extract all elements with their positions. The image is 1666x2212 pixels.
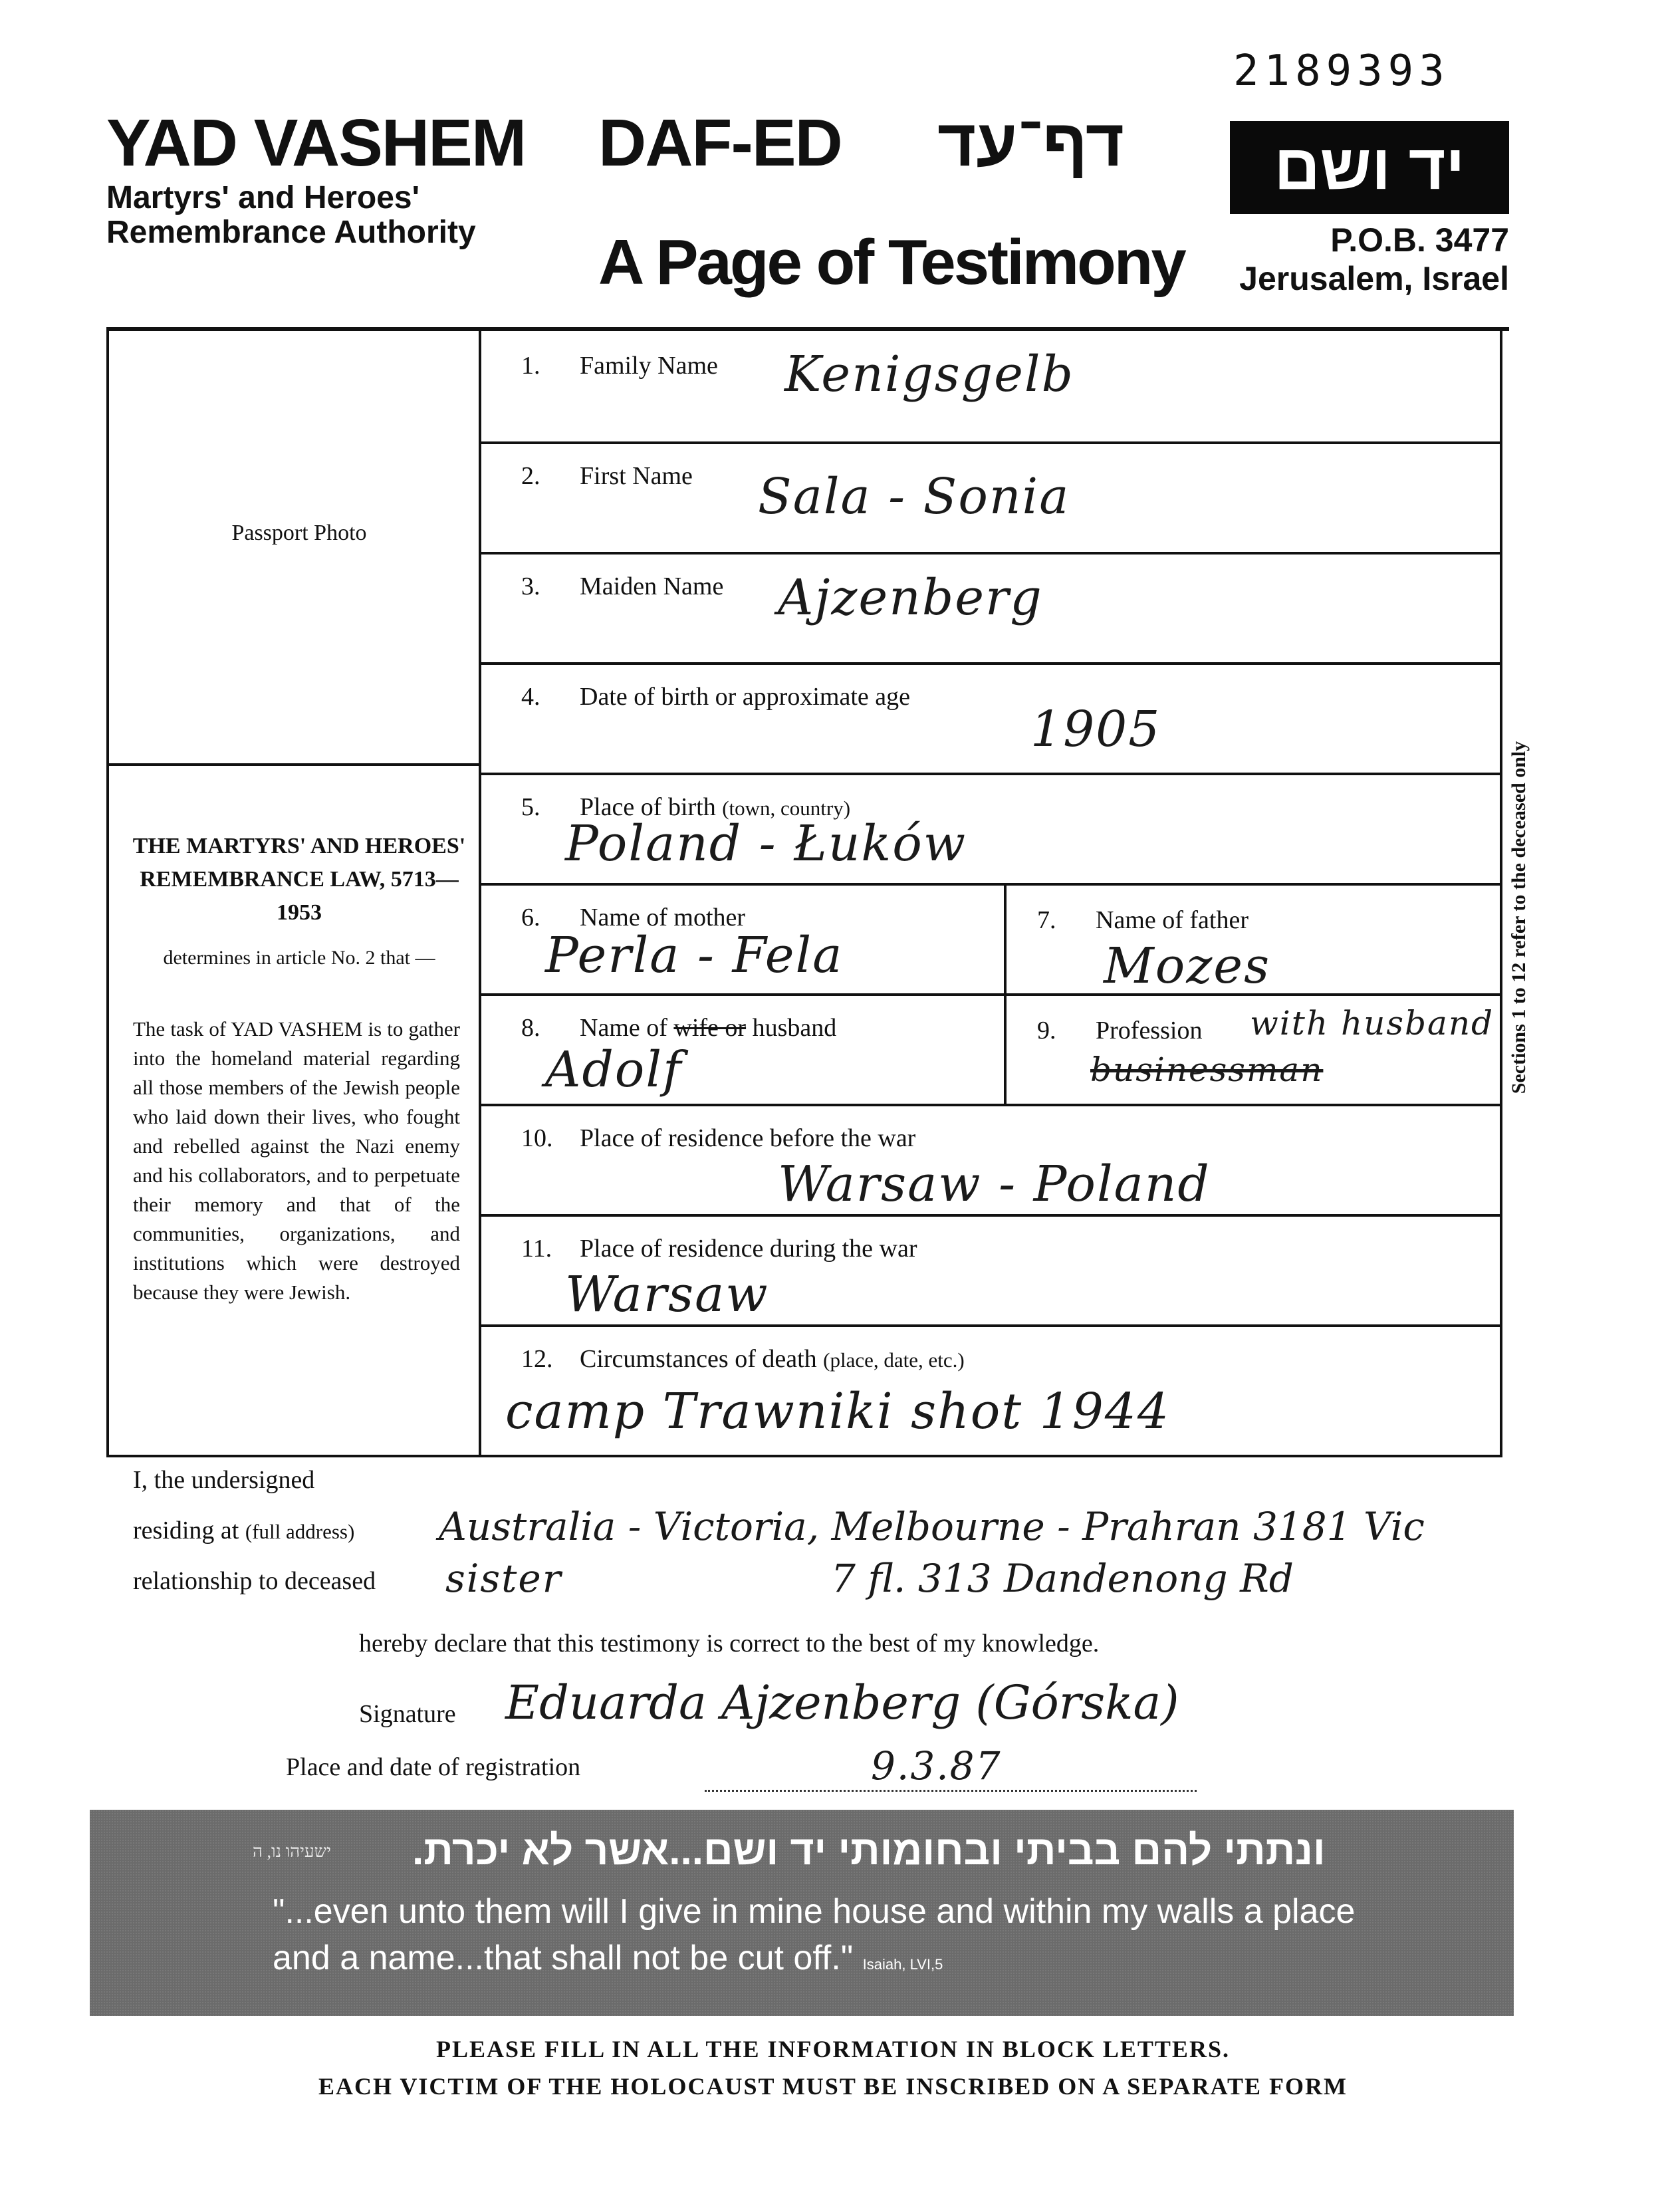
residence-during-label: 11. Place of residence during the war	[521, 1235, 917, 1263]
signature-label: Signature	[359, 1700, 456, 1728]
residing-value[interactable]: Australia - Victoria, Melbourne - Prahran 3181 Vic	[439, 1504, 1425, 1549]
spouse-name-label: 8. Name of wife or husband	[521, 1014, 837, 1042]
po-box: P.O.B. 3477	[1330, 221, 1509, 259]
footer-instructions	[0, 2030, 1666, 2105]
panel-divider	[479, 327, 481, 1457]
mother-name-value[interactable]: Perla - Fela	[545, 927, 844, 984]
profession-value[interactable]: with husband	[1250, 1004, 1494, 1043]
row-divider	[479, 773, 1502, 775]
residence-before-label: 10. Place of residence before the war	[521, 1124, 916, 1152]
row-divider	[479, 1324, 1502, 1327]
document-number: 2189393	[1233, 47, 1450, 96]
father-name-value[interactable]: Mozes	[1104, 937, 1271, 995]
birth-place-value[interactable]: Poland - Łuków	[565, 815, 967, 872]
row-divider	[479, 1214, 1502, 1217]
organization-subtitle: Martyrs' and Heroes' Remembrance Authority	[106, 180, 476, 250]
spouse-name-value[interactable]: Adolf	[545, 1041, 683, 1098]
undersigned-label: I, the undersigned	[133, 1466, 315, 1494]
yad-vashem-logo: יד ושם	[1230, 121, 1509, 214]
family-name-label: 1. Family Name	[521, 352, 718, 380]
footer-line-1: PLEASE FILL IN ALL THE INFORMATION IN BLOCK LETTERS.	[436, 2036, 1230, 2062]
row-divider	[479, 662, 1502, 665]
law-determines: determines in article No. 2 that —	[163, 947, 435, 969]
side-note: Sections 1 to 12 refer to the deceased only	[1508, 741, 1530, 1094]
maiden-name-value[interactable]: Ajzenberg	[778, 569, 1043, 626]
address-line2[interactable]: 7 fl. 313 Dandenong Rd	[831, 1556, 1294, 1601]
registration-line	[705, 1790, 1197, 1792]
form-top-border	[106, 327, 1509, 331]
passport-divider	[106, 763, 480, 766]
relationship-label: relationship to deceased	[133, 1567, 376, 1595]
passport-photo-label: Passport Photo	[231, 521, 367, 545]
relationship-value[interactable]: sister	[445, 1556, 562, 1601]
first-name-label: 2. First Name	[521, 462, 693, 490]
form-right-border	[1500, 327, 1502, 1457]
residing-label: residing at (full address)	[133, 1517, 355, 1544]
row-divider	[479, 441, 1502, 444]
birth-date-label: 4. Date of birth or approximate age	[521, 683, 910, 711]
form-name-hebrew: דף־עד	[937, 106, 1125, 180]
quote-english: "...even unto them will I give in mine house and within my walls a place and a name...that shall not be cut off." Isaiah, LVI,5	[273, 1892, 1356, 1977]
family-name-value[interactable]: Kenigsgelb	[784, 346, 1074, 403]
residence-before-value[interactable]: Warsaw - Poland	[778, 1156, 1211, 1213]
residence-during-value[interactable]: Warsaw	[565, 1266, 769, 1323]
row-divider	[479, 883, 1502, 886]
maiden-name-label: 3. Maiden Name	[521, 572, 724, 600]
mother-name-label: 6. Name of mother	[521, 904, 746, 931]
form-left-border	[106, 327, 109, 1457]
father-name-label: 7. Name of father	[1037, 906, 1249, 934]
registration-label: Place and date of registration	[286, 1753, 581, 1781]
row-divider	[479, 1104, 1502, 1106]
form-bottom-border	[106, 1455, 1502, 1457]
law-text: The task of YAD VASHEM is to gather into the homeland material regarding all those members of the Jewish people who laid down their lives, who fought and rebelled against the Nazi enemy and his collaborators, and to perpetuate their memory and that of the communities, organizations, and institutions which were destroyed because they were Jewish.	[133, 1017, 460, 1304]
quote-source: Isaiah, LVI,5	[862, 1956, 943, 1973]
row-divider	[479, 552, 1502, 554]
registration-value[interactable]: 9.3.87	[871, 1743, 1002, 1788]
city: Jerusalem, Israel	[1239, 260, 1509, 297]
form-name: DAF-ED	[598, 106, 842, 180]
quote-hebrew: ונתתי להם בביתי ובחומותי יד ושם...אשר לא יכרת.	[412, 1828, 1326, 1874]
page-title: A Page of Testimony	[598, 227, 1185, 298]
birth-date-value[interactable]: 1905	[1030, 701, 1161, 758]
declaration-text: hereby declare that this testimony is correct to the best of my knowledge.	[359, 1630, 1100, 1658]
death-circumstances-label: 12. Circumstances of death (place, date, etc.)	[521, 1345, 965, 1373]
row-divider	[479, 993, 1502, 996]
profession-label: 9. Profession	[1037, 1017, 1203, 1045]
organization-name: YAD VASHEM	[106, 106, 526, 180]
law-title: THE MARTYRS' AND HEROES' REMEMBRANCE LAW, 5713—1953	[132, 834, 466, 925]
quote-source-hebrew: ישעיהו נו, ה	[253, 1842, 331, 1861]
death-circumstances-value[interactable]: camp Trawniki shot 1944	[505, 1383, 1170, 1440]
column-divider	[1004, 883, 1007, 1105]
birth-place-label: 5. Place of birth (town, country)	[521, 793, 851, 821]
profession-struck-value: businessman	[1090, 1050, 1324, 1089]
footer-line-2: EACH VICTIM OF THE HOLOCAUST MUST BE INSCRIBED ON A SEPARATE FORM	[318, 2073, 1348, 2100]
signature-value[interactable]: Eduarda Ajzenberg (Górska)	[505, 1675, 1179, 1730]
first-name-value[interactable]: Sala - Sonia	[758, 468, 1070, 525]
